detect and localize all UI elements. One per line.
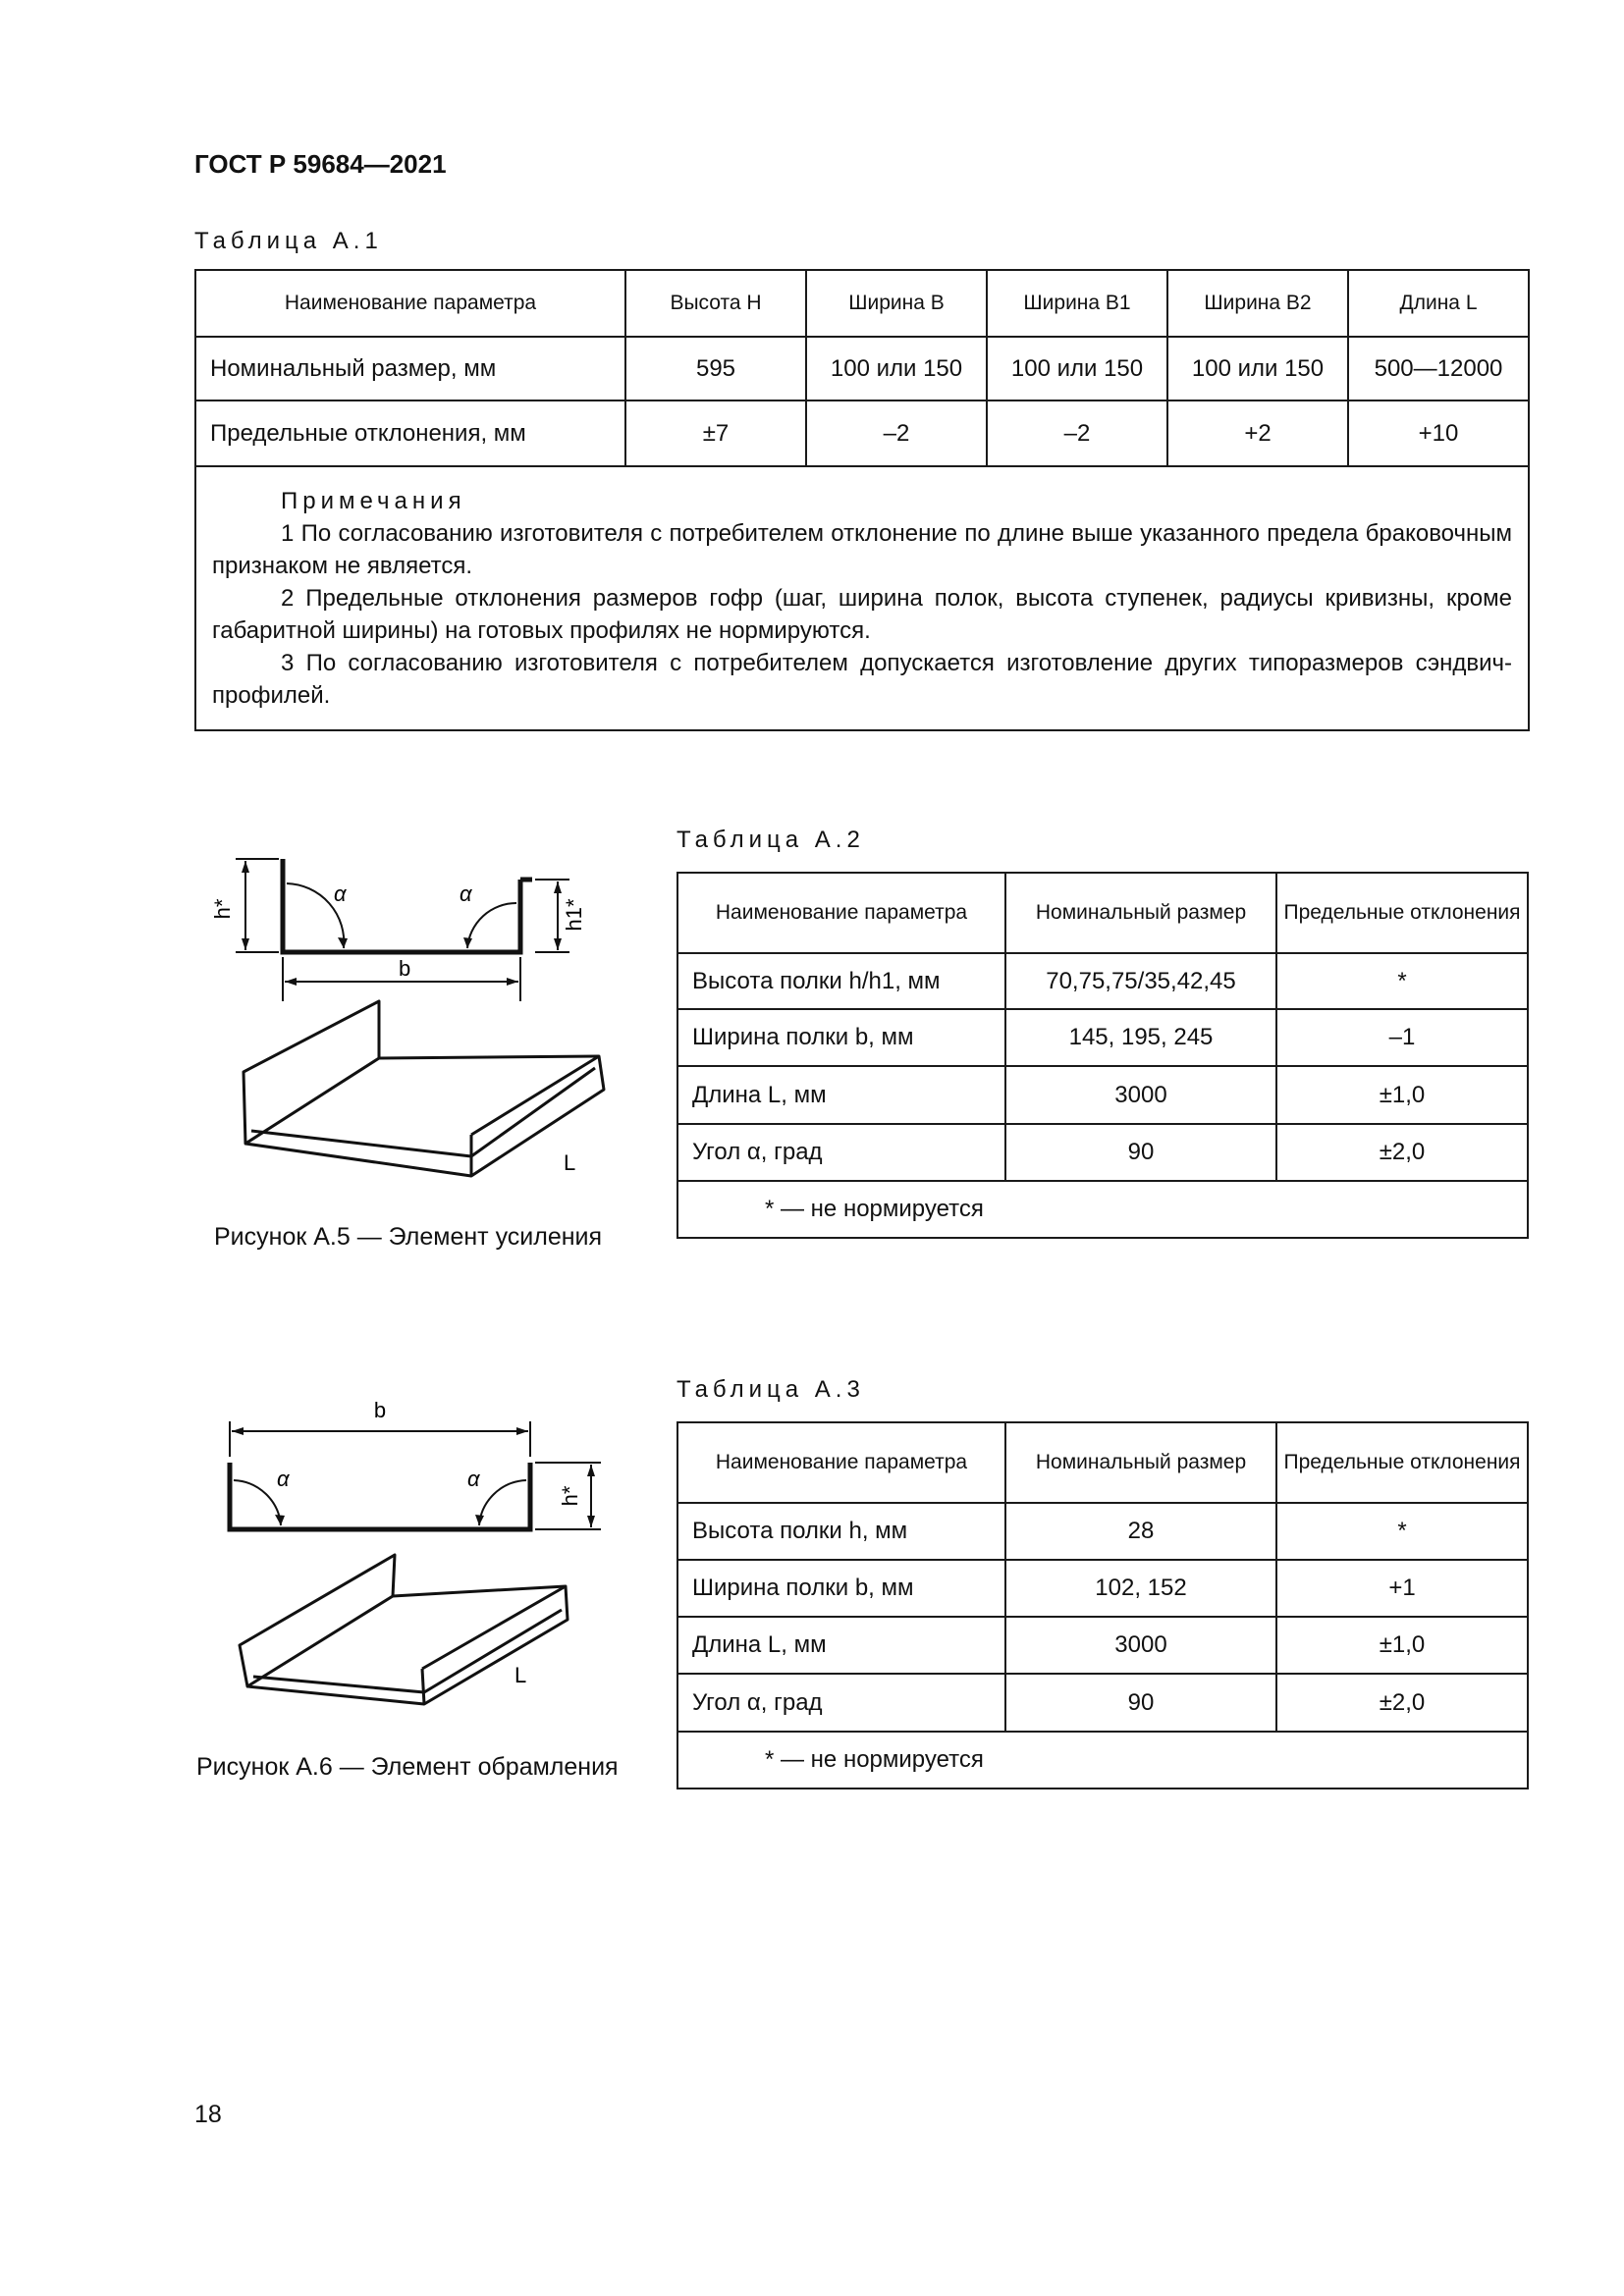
table-row <box>677 1009 1528 1066</box>
label-alpha-left: α <box>334 881 347 906</box>
table-cell: * <box>1276 953 1528 1009</box>
table-cell: Угол α, град <box>677 1124 1005 1181</box>
table-cell: +1 <box>1276 1560 1528 1617</box>
table-cell: ±1,0 <box>1276 1066 1528 1124</box>
table-cell: 100 или 150 <box>987 337 1167 400</box>
figure-a6-drawing <box>196 1392 628 1726</box>
table-a1-notes <box>195 466 1529 730</box>
table-a3-footnote-row <box>677 1732 1528 1789</box>
table-a1-header: Ширина B1 <box>987 270 1167 337</box>
table-a2-header: Предельные отклонения <box>1276 873 1528 953</box>
note-item: 1 По согласованию изготовителя с потребителем отклонение по длине выше указанного предела браковочным признаком не является. <box>212 520 1512 579</box>
table-cell: 28 <box>1005 1503 1276 1560</box>
table-a1-header: Ширина B2 <box>1167 270 1348 337</box>
table-cell: Угол α, град <box>677 1674 1005 1732</box>
table-cell: 3000 <box>1005 1617 1276 1674</box>
table-a1-header: Наименование параметра <box>195 270 625 337</box>
table-cell: 70,75,75/35,42,45 <box>1005 953 1276 1009</box>
table-cell: Длина L, мм <box>677 1066 1005 1124</box>
table-a3-header: Предельные отклонения <box>1276 1422 1528 1503</box>
notes-title: Примечания <box>281 488 466 514</box>
label-L: L <box>564 1150 576 1175</box>
table-a3-header-row <box>677 1422 1528 1503</box>
table-a3-caption: Таблица А.3 <box>677 1376 865 1403</box>
table-row <box>677 1503 1528 1560</box>
label-alpha-right: α <box>460 881 472 906</box>
label-h: h* <box>558 1485 582 1507</box>
label-h: h* <box>210 898 235 920</box>
table-a2 <box>677 872 1529 1239</box>
table-a3-header: Наименование параметра <box>677 1422 1005 1503</box>
table-a1-header: Высота H <box>625 270 806 337</box>
table-cell: 595 <box>625 337 806 400</box>
table-cell: 90 <box>1005 1124 1276 1181</box>
label-alpha-right: α <box>467 1467 480 1491</box>
table-a1-header: Ширина B <box>806 270 987 337</box>
note-item: 2 Предельные отклонения размеров гофр (шаг, ширина полок, высота ступенек, радиусы кривизны, кроме габаритной ширины) на готовых профилях не нормируются. <box>212 585 1512 644</box>
table-row <box>677 1124 1528 1181</box>
table-row <box>195 337 1529 400</box>
table-a3-header: Номинальный размер <box>1005 1422 1276 1503</box>
table-row <box>677 953 1528 1009</box>
table-cell: 100 или 150 <box>1167 337 1348 400</box>
table-a1 <box>194 269 1530 731</box>
label-b: b <box>399 956 411 981</box>
table-row <box>677 1066 1528 1124</box>
table-cell: 90 <box>1005 1674 1276 1732</box>
table-cell: +10 <box>1348 400 1529 466</box>
table-cell: Высота полки h/h1, мм <box>677 953 1005 1009</box>
figure-a5-caption: Рисунок А.5 — Элемент усиления <box>214 1223 603 1251</box>
table-a1-header: Длина L <box>1348 270 1529 337</box>
note-item: 3 По согласованию изготовителя с потребителем допускается изготовление других типоразмеров сэндвич-профилей. <box>212 650 1512 709</box>
table-cell: 102, 152 <box>1005 1560 1276 1617</box>
document-header: ГОСТ Р 59684—2021 <box>194 149 447 179</box>
table-cell: ±2,0 <box>1276 1674 1528 1732</box>
table-cell: –2 <box>806 400 987 466</box>
table-a2-footnote-row <box>677 1181 1528 1238</box>
table-cell: Предельные отклонения, мм <box>195 400 625 466</box>
table-a1-notes-row <box>195 466 1529 730</box>
label-h1: h1* <box>562 898 586 932</box>
label-L: L <box>514 1663 527 1687</box>
table-a1-header-row <box>195 270 1529 337</box>
figure-a5-drawing <box>196 844 628 1207</box>
table-cell: * <box>1276 1503 1528 1560</box>
table-cell: Ширина полки b, мм <box>677 1009 1005 1066</box>
table-cell: 145, 195, 245 <box>1005 1009 1276 1066</box>
table-row <box>677 1617 1528 1674</box>
table-cell: ±7 <box>625 400 806 466</box>
table-cell: Номинальный размер, мм <box>195 337 625 400</box>
table-a3-footnote: * — не нормируется <box>677 1732 1528 1789</box>
table-cell: 500—12000 <box>1348 337 1529 400</box>
table-cell: Высота полки h, мм <box>677 1503 1005 1560</box>
table-cell: Ширина полки b, мм <box>677 1560 1005 1617</box>
table-a2-header: Номинальный размер <box>1005 873 1276 953</box>
table-cell: Длина L, мм <box>677 1617 1005 1674</box>
label-alpha-left: α <box>277 1467 290 1491</box>
table-cell: +2 <box>1167 400 1348 466</box>
table-a2-header: Наименование параметра <box>677 873 1005 953</box>
table-a2-caption: Таблица А.2 <box>677 827 865 853</box>
table-cell: ±2,0 <box>1276 1124 1528 1181</box>
table-cell: –2 <box>987 400 1167 466</box>
table-row <box>677 1560 1528 1617</box>
table-a2-footnote: * — не нормируется <box>677 1181 1528 1238</box>
page-number: 18 <box>194 2101 222 2128</box>
label-b: b <box>373 1398 387 1422</box>
table-row <box>195 400 1529 466</box>
figure-a6-caption: Рисунок А.6 — Элемент обрамления <box>196 1753 619 1781</box>
table-a1-caption: Таблица А.1 <box>194 228 383 254</box>
table-row <box>677 1674 1528 1732</box>
table-cell: –1 <box>1276 1009 1528 1066</box>
table-cell: 3000 <box>1005 1066 1276 1124</box>
table-a2-header-row <box>677 873 1528 953</box>
table-a3 <box>677 1421 1529 1789</box>
table-cell: 100 или 150 <box>806 337 987 400</box>
table-cell: ±1,0 <box>1276 1617 1528 1674</box>
